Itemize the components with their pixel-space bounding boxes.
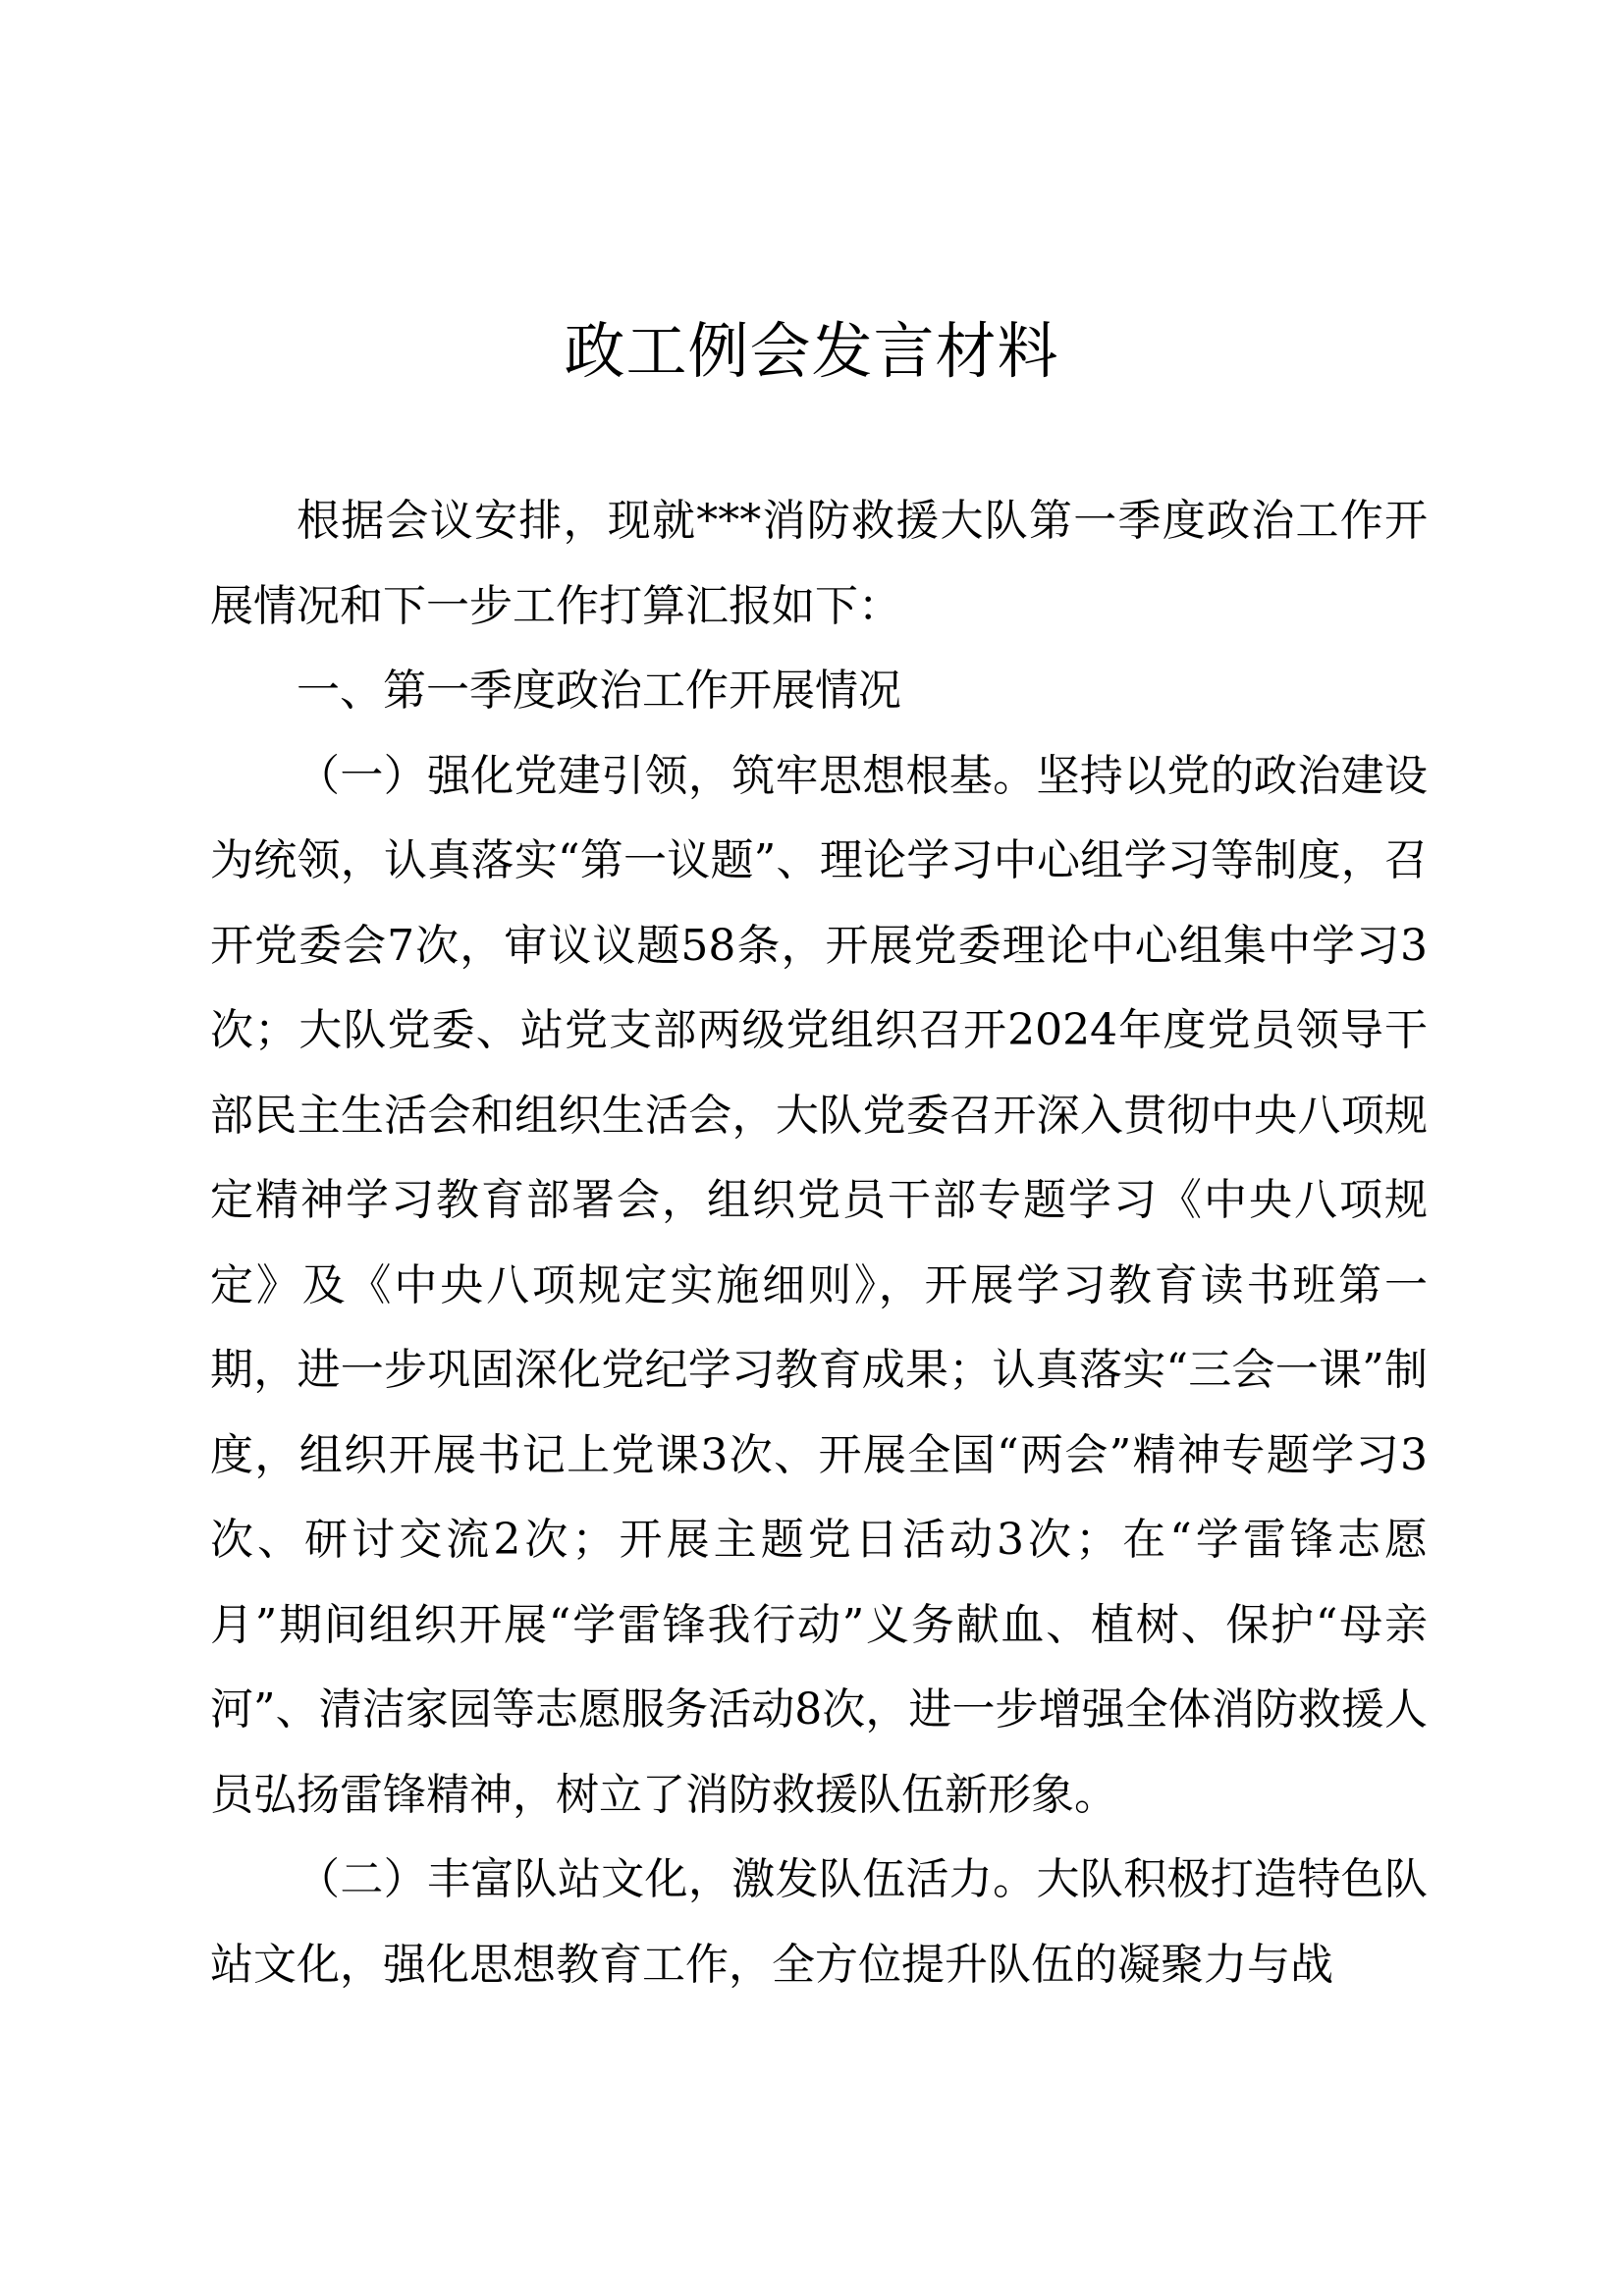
- document-body: [210, 479, 1428, 2007]
- section-heading-1: 一、第一季度政治工作开展情况: [297, 666, 901, 716]
- intro-paragraph: 根据会议安排，现就***消防救援大队第一季度政治工作开展情况和下一步工作打算汇报如下：: [210, 496, 1428, 631]
- subsection-paragraph-1: （一）强化党建引领，筑牢思想根基。坚持以党的政治建设为统领，认真落实“第一议题”、理论学习中心组学习等制度，召开党委会7次，审议议题58条，开展党委理论中心组集中学习3次；大队党委、站党支部两级党组织召开2024年度党员领导干部民主生活会和组织生活会，大队党委召开深入贯彻中央八项规定精神学习教育部署会，组织党员干部专题学习《中央八项规定》及《中央八项规定实施细则》，开展学习教育读书班第一期，进一步巩固深化党纪学习教育成果；认真落实“三会一课”制度，组织开展书记上党课3次、开展全国“两会”精神专题学习3次、研讨交流2次；开展主题党日活动3次；在“学雷锋志愿月”期间组织开展“学雷锋我行动”义务献血、植树、保护“母亲河”、清洁家园等志愿服务活动8次，进一步增强全体消防救援人员弘扬雷锋精神，树立了消防救援队伍新形象。: [210, 750, 1428, 1820]
- subsection-paragraph-2: （二）丰富队站文化，激发队伍活力。大队积极打造特色队站文化，强化思想教育工作，全方位提升队伍的凝聚力与战: [210, 1854, 1428, 1990]
- page-title: 政工例会发言材料: [564, 315, 1059, 387]
